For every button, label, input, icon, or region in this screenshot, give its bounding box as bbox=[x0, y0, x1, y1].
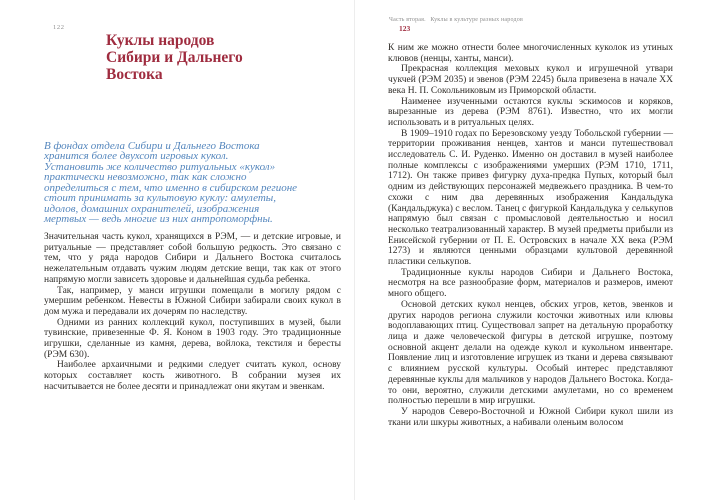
chapter-title-line-1: Куклы народов bbox=[106, 32, 215, 49]
running-header-part: Часть вторая. bbox=[389, 17, 426, 23]
chapter-title bbox=[106, 33, 243, 83]
paragraph: Одними из ранних коллекций кукол, поступивших в музей, были тувинские, привезенные Ф. Я. Коном в 1903 году. Это традиционные игрушки, сделанные из камня, дерева, войлока, текстиля и бересты (РЭМ 630). bbox=[44, 317, 341, 360]
page-gutter-line bbox=[354, 0, 355, 500]
lead-paragraph bbox=[44, 141, 297, 225]
body-text-left bbox=[44, 232, 341, 393]
lead-line: стоит принимать за культовую куклу: амулеты, bbox=[44, 192, 276, 205]
lead-line: Установить же количество ритуальных «кукол» bbox=[44, 160, 276, 173]
chapter-title-line-2: Сибири и Дальнего bbox=[106, 48, 243, 66]
running-header-chapter: Куклы в культуре разных народов bbox=[430, 17, 524, 23]
body-text-right bbox=[388, 43, 673, 428]
lead-line: В фондах отдела Сибири и Дальнего Востока bbox=[44, 140, 260, 152]
paragraph: Наименее изученными остаются куклы эскимосов и коряков, вырезанные из дерева (РЭМ 8761). Известно, что их могли использовать и в ритуальных целях. bbox=[388, 96, 673, 128]
paragraph: Основой детских кукол ненцев, обских угров, кетов, эвенков и других народов региона служили косточки животных или клювы водоплавающих птиц. Существовал запрет на детальную проработку лица и даже человеческой фигуры в детской игрушке, поэтому основной акцент делали на одежде кукол и кукольном инвентаре. Появление лиц и изготовление игрушек из ткани и дерева связывают с влиянием русской культуры. Особый интерес представляют деревянные куклы для мальчиков у народов Дальнего Востока. Когда-то они, вероятно, служили детскими амулетами, но со временем полностью перешли в мир игрушки. bbox=[388, 299, 673, 407]
paragraph: Так, например, у манси игрушки помещали в могилу рядом с умершим ребенком. Невесты в Южной Сибири забирали своих кукол в дом мужа и передавали их дочерям по наследству. bbox=[44, 285, 341, 317]
paragraph: Наиболее архаичными и редкими следует считать кукол, основу которых составляет кость животного. В собрании музея их насчитывается не более десяти и принадлежат они якутам и эвенкам. bbox=[44, 360, 341, 392]
running-header bbox=[389, 17, 523, 23]
chapter-title-line-3: Востока bbox=[106, 65, 163, 83]
lead-line: хранится более двухсот игровых кукол. bbox=[44, 150, 229, 163]
lead-line: определиться с тем, что именно в сибирском регионе bbox=[44, 181, 298, 194]
paragraph: Прекрасная коллекция меховых кукол и игрушечной утвари чукчей (РЭМ 2035) и эвенов (РЭМ 2245) была привезена в начале XX века Н. П. Сокольниковым из Приморской области. bbox=[388, 64, 673, 96]
paragraph: У народов Северо-Восточной и Южной Сибири кукол шили из ткани или шкуры животных, а набивали оленьим волосом bbox=[388, 406, 673, 428]
paragraph: В 1909–1910 годах по Березовскому уезду Тобольской губернии — территории проживания ненцев, хантов и манси путешествовал исследователь С. И. Руденко. Именно он доставил в музей наиболее полные комплексы с изображениями умерших (РЭМ 1710, 1711, 1712). Он также привез фигурку духа-предка Пупых, который был одним из действующих персонажей медвежьего праздника. В чем-то схожи с ним два деревянных изображения Кандальдука (Кандальджука) с веслом. Танец с фигуркой Кандальдука у селькупов напрямую был связан с промысловой деятельностью и носил несколько театрализованный характер. В музей предметы прибыли из Енисейской губернии от П. Е. Островских в начале XX века (РЭМ 1273) и являются ценными образцами культовой деревянной пластики селькупов. bbox=[388, 128, 673, 268]
lead-line: практически невозможно, так как сложно bbox=[44, 171, 247, 184]
paragraph: Традиционные куклы народов Сибири и Дальнего Востока, несмотря на все разнообразие форм, материалов и размеров, имеют много общего. bbox=[388, 267, 673, 300]
page-number-right: 123 bbox=[399, 24, 411, 33]
lead-line: идолов, домашних охранителей, изображения bbox=[44, 202, 260, 215]
lead-line: мертвых — ведь многие из них антропоморфны. bbox=[44, 213, 273, 226]
paragraph: Значительная часть кукол, хранящихся в РЭМ, — и детские игровые, и ритуальные — представляет собой большую редкость. Это связано с тем, что у ряда народов Сибири и Дальнего Востока считалось нежелательным отдавать чужим людям детские вещи, так как от этого напрямую могли зависеть здоровье и дальнейшая судьба ребенка. bbox=[44, 232, 341, 285]
paragraph: К ним же можно отнести более многочисленных куколок из утиных клювов (ненцы, ханты, манси). bbox=[388, 43, 673, 64]
page-number-left: 122 bbox=[53, 24, 65, 31]
